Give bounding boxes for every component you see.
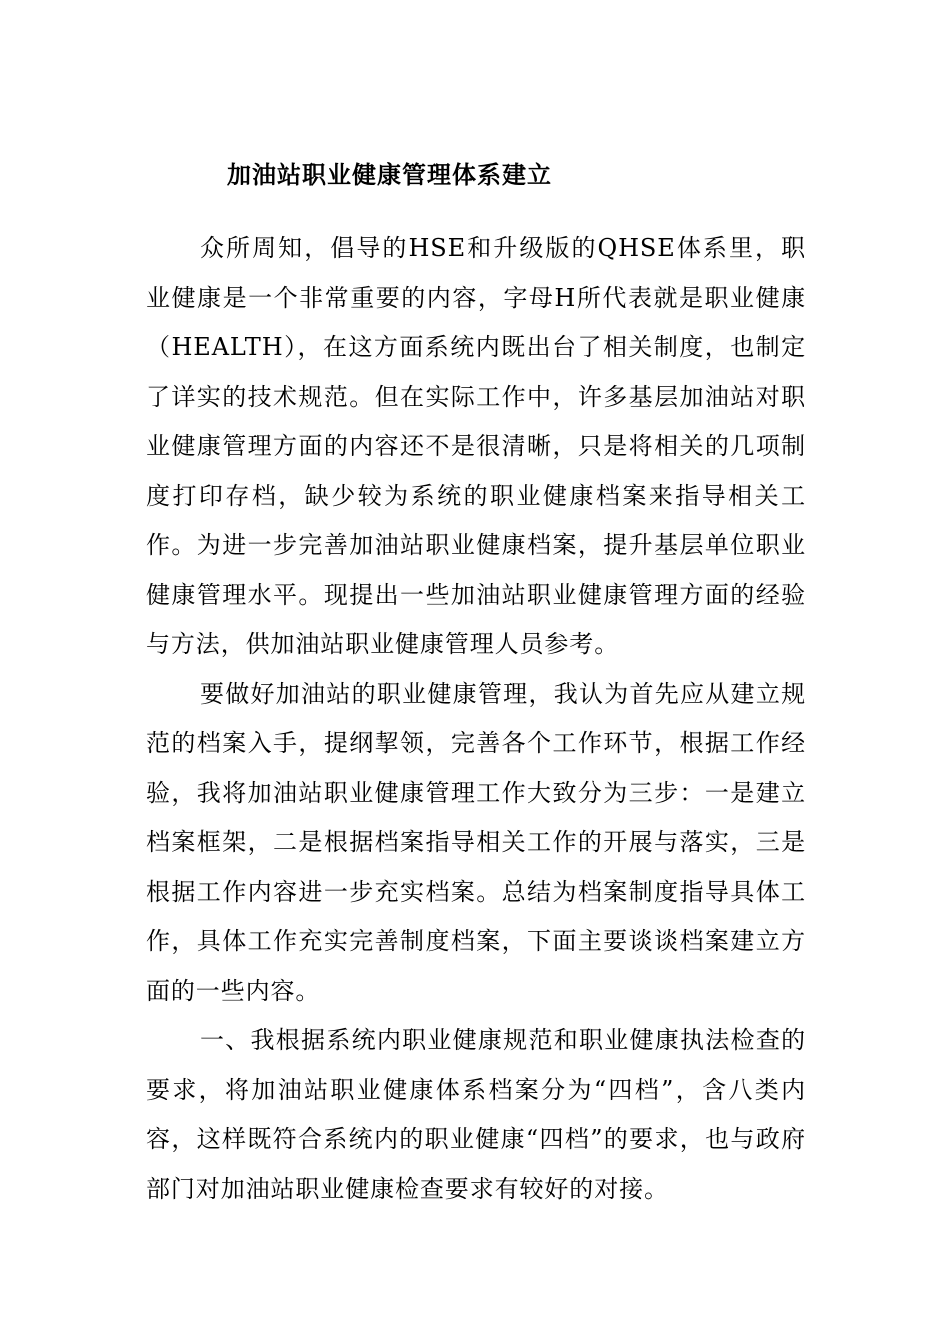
document-body	[146, 224, 806, 1214]
paragraph-section-one: 一、我根据系统内职业健康规范和职业健康执法检查的要求，将加油站职业健康体系档案分为“四档”，含八类内容，这样既符合系统内的职业健康“四档”的要求，也与政府部门对加油站职业健康检查要求有较好的对接。	[146, 1026, 806, 1203]
document-title: 加油站职业健康管理体系建立	[227, 161, 552, 189]
paragraph-intro: 众所周知，倡导的HSE和升级版的QHSE体系里，职业健康是一个非常重要的内容，字母H所代表就是职业健康（HEALTH），在这方面系统内既出台了相关制度，也制定了详实的技术规范。但在实际工作中，许多基层加油站对职业健康管理方面的内容还不是很清晰，只是将相关的几项制度打印存档，缺少较为系统的职业健康档案来指导相关工作。为进一步完善加油站职业健康档案，提升基层单位职业健康管理水平。现提出一些加油站职业健康管理方面的经验与方法，供加油站职业健康管理人员参考。	[146, 234, 806, 658]
paragraph-approach: 要做好加油站的职业健康管理，我认为首先应从建立规范的档案入手，提纲挈领，完善各个工作环节，根据工作经验，我将加油站职业健康管理工作大致分为三步：一是建立档案框架，二是根据档案指导相关工作的开展与落实，三是根据工作内容进一步充实档案。总结为档案制度指导具体工作，具体工作充实完善制度档案，下面主要谈谈档案建立方面的一些内容。	[146, 679, 806, 1005]
